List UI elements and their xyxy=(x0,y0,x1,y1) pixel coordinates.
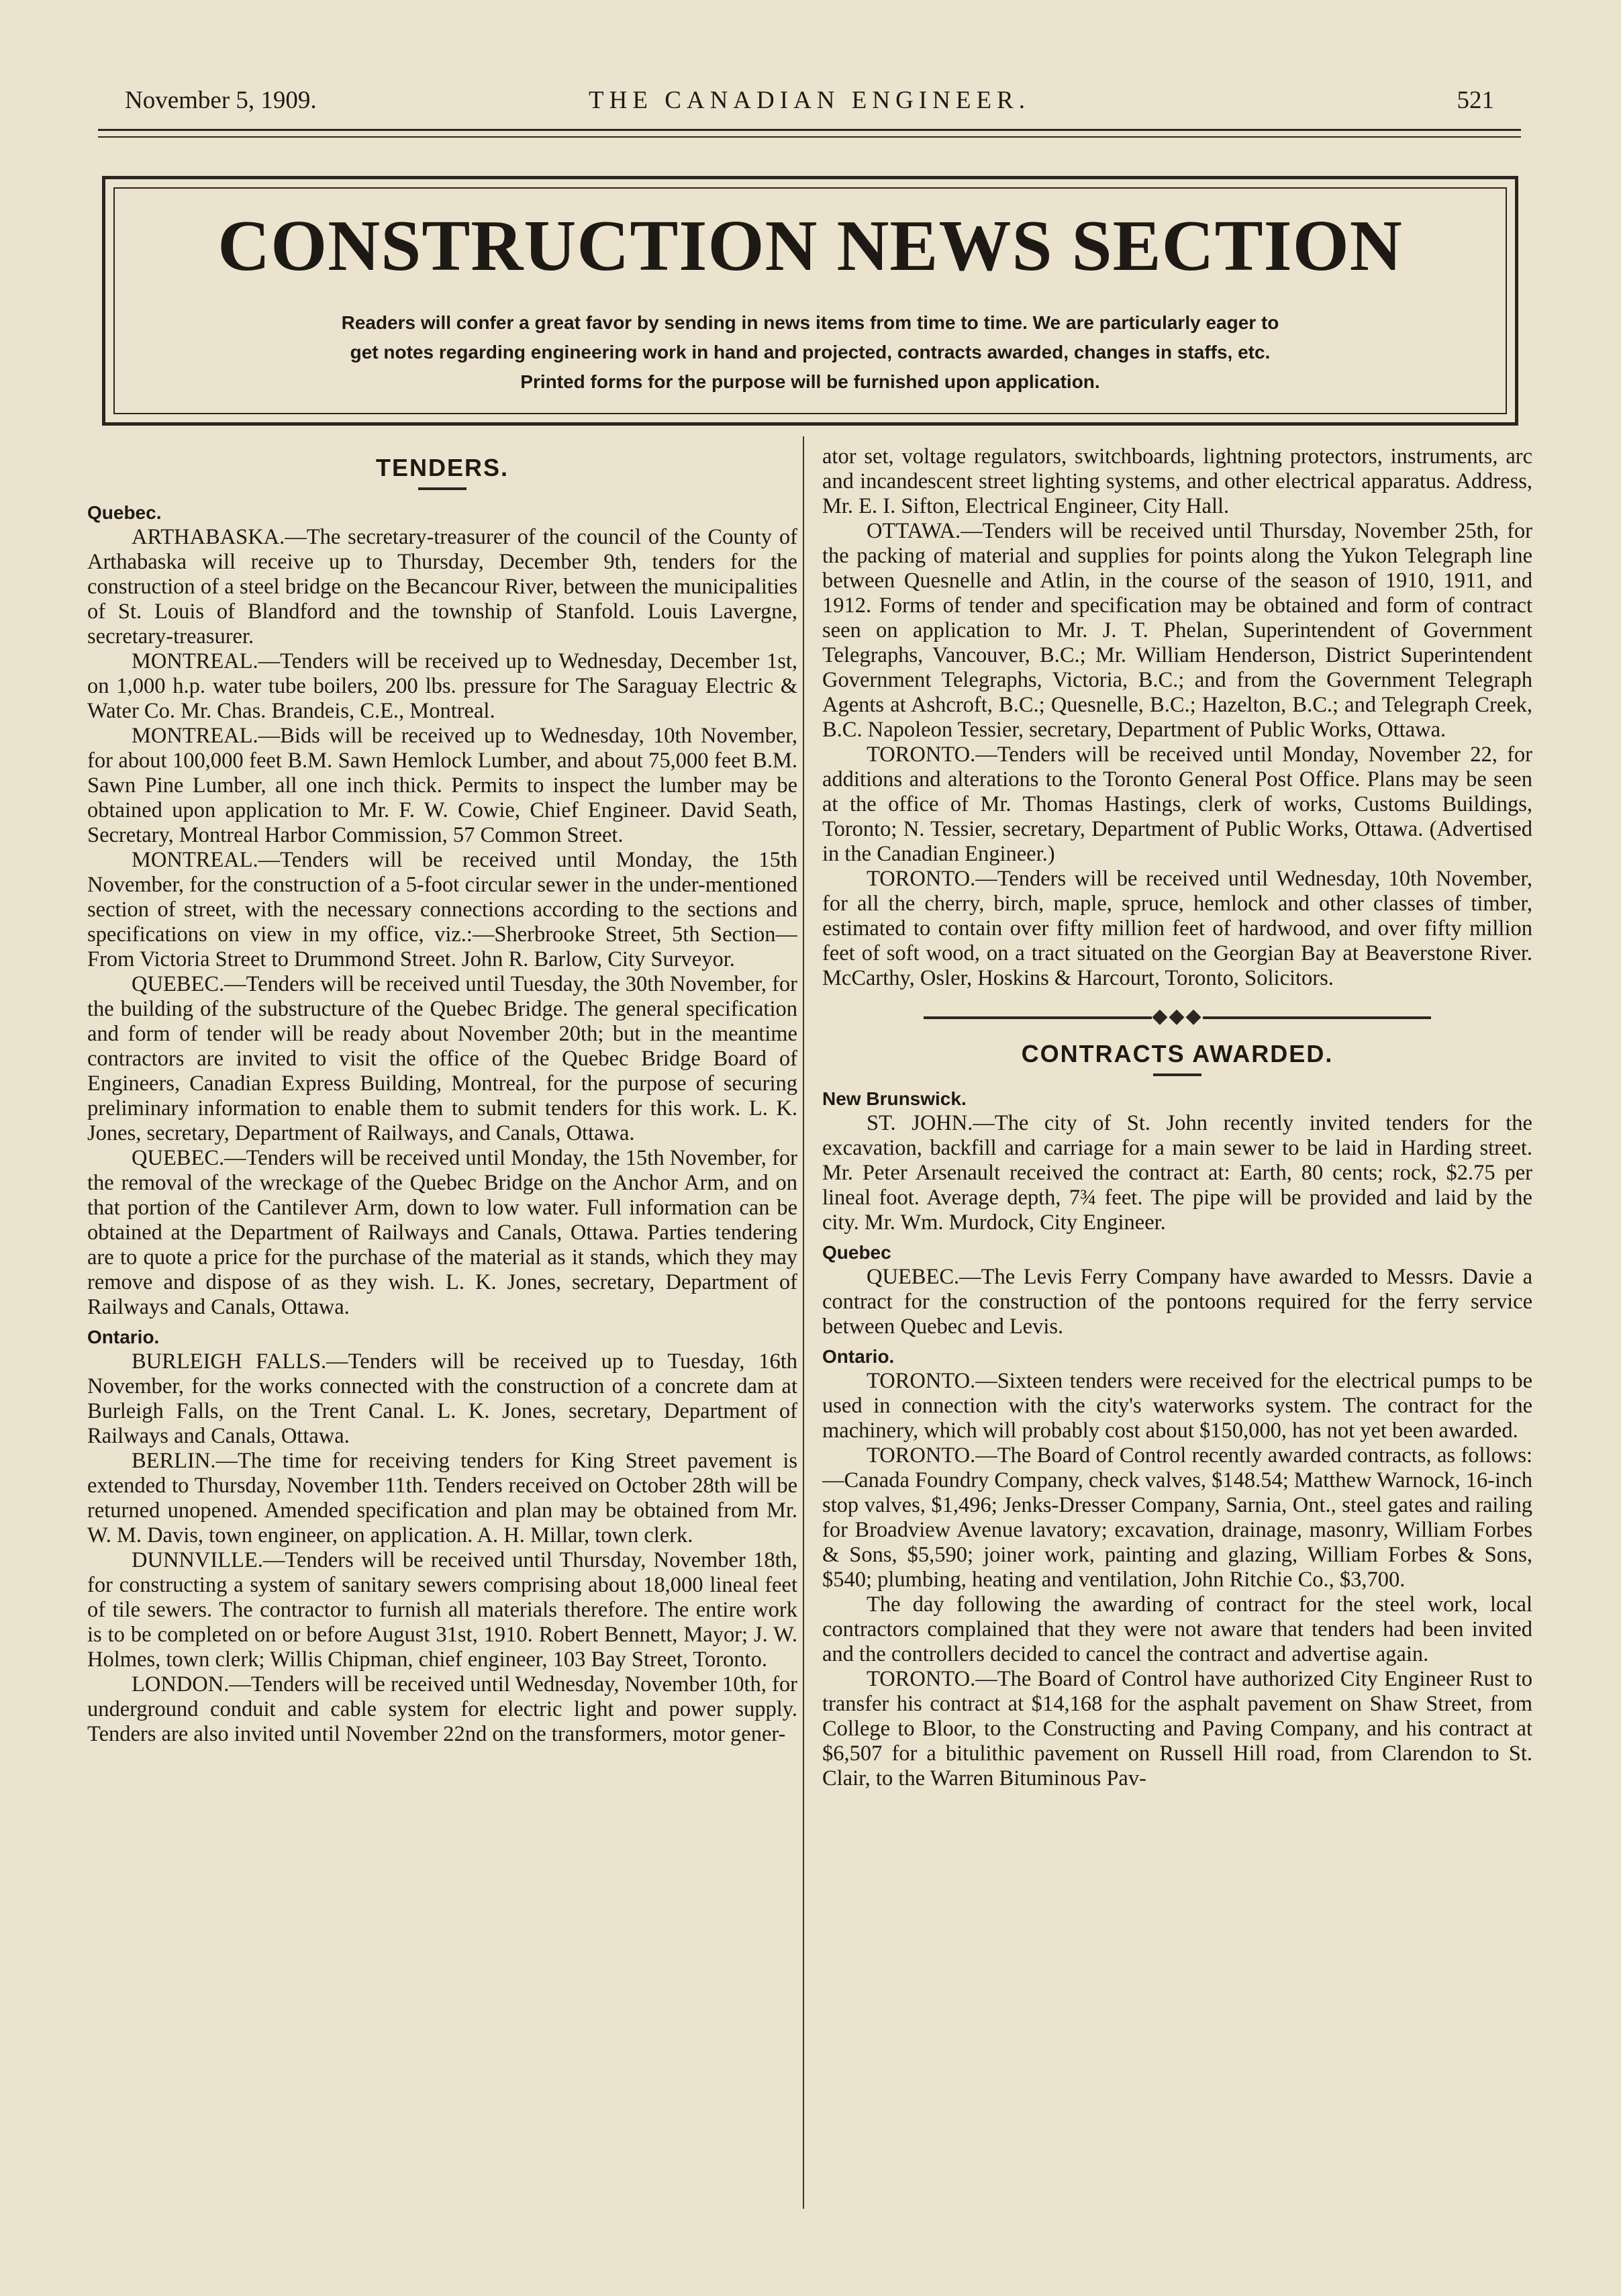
tender-item: MONTREAL.—Tenders will be received up to Wednesday, December 1st, on 1,000 h.p. water tube boilers, 200 lbs. pressure for The Saraguay Electric & Water Co. Mr. Chas. Brandeis, C.E., Montreal. xyxy=(87,649,797,723)
left-column xyxy=(87,444,797,2229)
province-label-quebec: Quebec xyxy=(822,1242,891,1263)
tender-item: LONDON.—Tenders will be received until Wednesday, November 10th, for underground conduit and cable system for electric light and power supply. Tenders are also invited until November 22nd on the transformers, motor gener- xyxy=(87,1672,797,1746)
section-header-inner-frame xyxy=(113,187,1507,414)
tender-item: BERLIN.—The time for receiving tenders for King Street pavement is extended to Thursday, November 11th. Tenders received on October 28th will be returned unopened. Amended specification and plan may be obtained from Mr. W. M. Davis, town engineer, on application. A. H. Millar, town clerk. xyxy=(87,1449,797,1547)
province-label-quebec: Quebec. xyxy=(87,502,162,523)
contract-item: QUEBEC.—The Levis Ferry Company have awarded to Messrs. Davie a contract for the construction of the pontoons required for the ferry service between Quebec and Levis. xyxy=(822,1265,1532,1339)
tender-item: QUEBEC.—Tenders will be received until Monday, the 15th November, for the removal of the wreckage of the Quebec Bridge on the Anchor Arm, and on that portion of the Cantilever Arm, down to low water. Full information can be obtained at the Department of Railways and Canals, Ottawa. Parties tendering are to quote a price for the purchase of the material as it stands, which they may remove and dispose of as they wish. L. K. Jones, secretary, Department of Railways and Canals, Ottawa. xyxy=(87,1146,797,1319)
contract-item: TORONTO.—The Board of Control have authorized City Engineer Rust to transfer his contract at $14,168 for the asphalt pavement on Shaw Street, from College to Bloor, to the Constructing and Paving Company, and his contract at $6,507 for a bitulithic pavement on Russell Hill road, from Clarendon to St. Clair, to the Warren Bituminous Pav- xyxy=(822,1667,1532,1790)
section-title: CONSTRUCTION NEWS SECTION xyxy=(217,206,1403,286)
contract-item: The day following the awarding of contract for the steel work, local contractors complained that they were not aware that tenders had been invited and the controllers decided to cancel the contract and advertise again. xyxy=(822,1592,1532,1666)
section-header-box xyxy=(102,176,1518,426)
tender-item: DUNNVILLE.—Tenders will be received until Thursday, November 18th, for constructing a system of sanitary sewers comprising about 18,000 lineal feet of tile sewers. The contractor to furnish all materials therefore. The entire work is to be completed on or before August 31st, 1910. Robert Bennett, Mayor; J. W. Holmes, town clerk; Willis Chipman, chief engineer, 103 Bay Street, Toronto. xyxy=(87,1548,797,1672)
heading-rule xyxy=(1153,1073,1201,1076)
contracts-heading: CONTRACTS AWARDED. xyxy=(1021,1040,1334,1067)
note-line: Readers will confer a great favor by sending in news items from time to time. We are particularly eager to xyxy=(341,312,1279,333)
column-divider xyxy=(803,436,804,2209)
tender-item: MONTREAL.—Bids will be received up to Wednesday, 10th November, for about 100,000 feet B.M. Sawn Hemlock Lumber, and about 75,000 feet B.M. Sawn Pine Lumber, all one inch thick. Permits to inspect the lumber may be obtained upon application to Mr. F. W. Cowie, Chief Engineer. David Seath, Secretary, Montreal Harbor Commission, 57 Common Street. xyxy=(87,724,797,847)
double-rule xyxy=(98,129,1521,138)
page-number: 521 xyxy=(1457,87,1494,114)
tenders-heading: TENDERS. xyxy=(375,454,509,481)
right-column xyxy=(822,444,1532,2229)
contract-item: TORONTO.—Sixteen tenders were received for the electrical pumps to be used in connection with the city's waterworks system. The contract for the machinery, which will probably cost about $150,000, has not yet been awarded. xyxy=(822,1369,1532,1443)
heading-rule xyxy=(418,487,466,490)
province-label-ontario: Ontario. xyxy=(822,1346,895,1367)
note-line: Printed forms for the purpose will be furnished upon application. xyxy=(520,371,1100,392)
tender-item-continued: ator set, voltage regulators, switchboards, lightning protectors, instruments, arc and incandescent street lighting systems, and other electrical apparatus. Address, Mr. E. I. Sifton, Electrical Engineer, City Hall. xyxy=(822,444,1532,518)
tender-item: TORONTO.—Tenders will be received until Wednesday, 10th November, for all the cherry, birch, maple, spruce, hemlock and other classes of timber, estimated to contain over fifty million feet of hardwood, and over fifty million feet of soft wood, on a tract situated on the Georgian Bay at Beaverstone River. McCarthy, Osler, Hoskins & Harcourt, Toronto, Solicitors. xyxy=(822,867,1532,990)
contract-item: TORONTO.—The Board of Control recently awarded contracts, as follows:—Canada Foundry Company, check valves, $148.54; Matthew Warnock, 16-inch stop valves, $1,496; Jenks-Dresser Company, Sarnia, Ont., steel gates and railing for Broadview Avenue lavatory; excavation, drainage, masonry, William Forbes & Sons, $5,590; joiner work, painting and glazing, William Forbes & Sons, $540; plumbing, heating and ventilation, John Ritchie Co., $3,700. xyxy=(822,1443,1532,1592)
tender-item: BURLEIGH FALLS.—Tenders will be received up to Tuesday, 16th November, for the works connected with the construction of a concrete dam at Burleigh Falls, on the Trent Canal. L. K. Jones, secretary, Department of Railways and Canals, Ottawa. xyxy=(87,1349,797,1448)
issue-date: November 5, 1909. xyxy=(125,87,317,114)
province-label-ontario: Ontario. xyxy=(87,1327,160,1347)
section-note xyxy=(142,308,1479,397)
contract-item: ST. JOHN.—The city of St. John recently invited tenders for the excavation, backfill and carriage for a main sewer to be laid in Harding street. Mr. Peter Arsenault received the contract at: Earth, 80 cents; rock, $2.75 per lineal foot. Average depth, 7¾ feet. The pipe will be provided and laid by the city. Mr. Wm. Murdock, City Engineer. xyxy=(822,1111,1532,1235)
tender-item: MONTREAL.—Tenders will be received until Monday, the 15th November, for the construction of a 5-foot circular sewer in the under-mentioned section of street, with the necessary connections according to the sections and specifications on view in my office, viz.:—Sherbrooke Street, 5th Section—From Victoria Street to Drummond Street. John R. Barlow, City Surveyor. xyxy=(87,848,797,971)
journal-title: THE CANADIAN ENGINEER. xyxy=(589,87,1030,114)
tender-item: QUEBEC.—Tenders will be received until Tuesday, the 30th November, for the building of the substructure of the Quebec Bridge. The general specification and form of tender will be ready about November 20th; but in the meantime contractors are invited to visit the office of the Quebec Bridge Board of Engineers, Canadian Express Building, Montreal, for the purpose of securing preliminary information to enable them to submit tenders for this work. L. K. Jones, secretary, Department of Railways, and Canals, Ottawa. xyxy=(87,972,797,1145)
province-label-new-brunswick: New Brunswick. xyxy=(822,1088,967,1109)
tender-item: ARTHABASKA.—The secretary-treasurer of the council of the County of Arthabaska will receive up to Thursday, December 9th, tenders for the construction of a steel bridge on the Becancour River, between the municipalities of St. Louis of Blandford and the township of Stanfold. Louis Lavergne, secretary-treasurer. xyxy=(87,525,797,649)
note-line: get notes regarding engineering work in hand and projected, contracts awarded, changes in staffs, etc. xyxy=(350,342,1271,363)
section-ornament: ◆◆◆ xyxy=(822,1004,1532,1028)
tender-item: TORONTO.—Tenders will be received until Monday, November 22, for additions and alterations to the Toronto General Post Office. Plans may be seen at the office of Mr. Thomas Hastings, clerk of works, Customs Buildings, Toronto; N. Tessier, secretary, Department of Public Works, Ottawa. (Advertised in the Canadian Engineer.) xyxy=(822,743,1532,866)
running-head xyxy=(125,86,1494,121)
tender-item: OTTAWA.—Tenders will be received until Thursday, November 25th, for the packing of material and supplies for points along the Yukon Telegraph line between Quesnelle and Atlin, in the course of the season of 1910, 1911, and 1912. Forms of tender and specification may be obtained and form of contract seen on application to Mr. J. T. Phelan, Superintendent of Government Telegraphs, Vancouver, B.C.; Mr. William Henderson, District Superintendent Government Telegraphs, Victoria, B.C.; and from the Government Telegraph Agents at Ashcroft, B.C.; Quesnelle, B.C.; Hazelton, B.C.; and Telegraph Creek, B.C. Napoleon Tessier, secretary, Department of Public Works, Ottawa. xyxy=(822,519,1532,742)
